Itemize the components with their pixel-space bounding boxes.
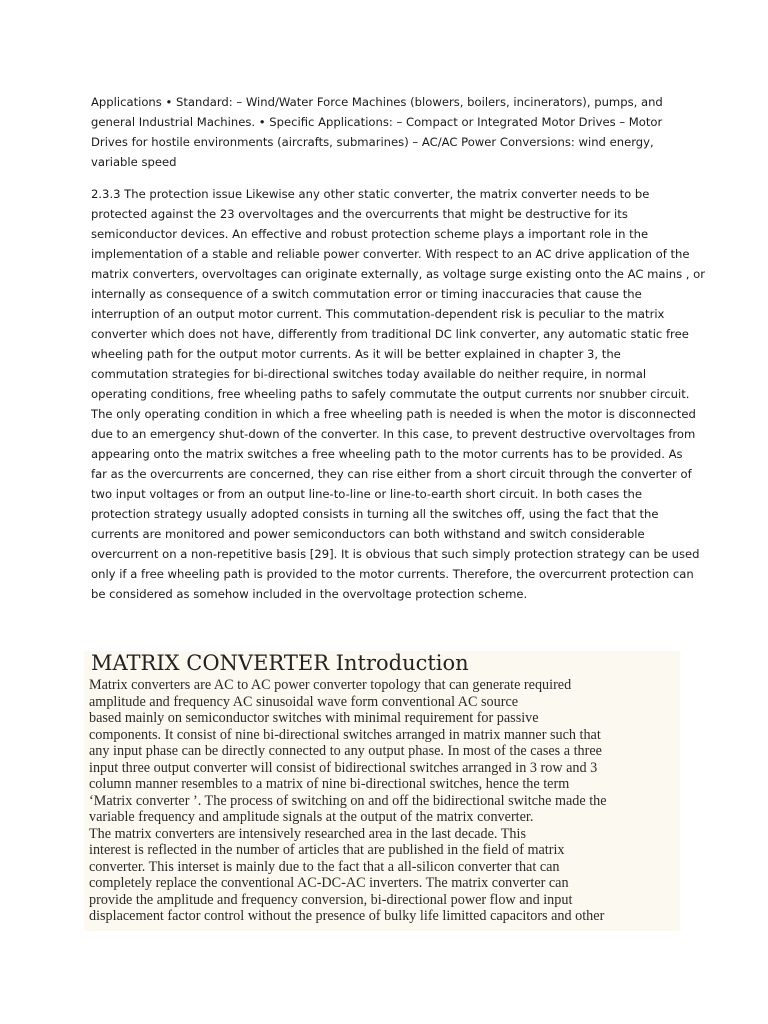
paragraph-line: Applications • Standard: – Wind/Water Force Machines (blowers, boilers, incinerators), pumps, and [91, 95, 663, 109]
paragraph-line: converter which does not have, differently from traditional DC link converter, any automatic static free [91, 327, 689, 341]
paragraph-line: wheeling path for the output motor currents. As it will be better explained in chapter 3, the [91, 347, 621, 361]
paragraph-line: based mainly on semiconductor switches with minimal requirement for passive [89, 710, 539, 726]
paragraph-line: only if a free wheeling path is provided to the motor currents. Therefore, the overcurrent protection can [91, 567, 694, 581]
paragraph-line: protection strategy usually adopted consists in turning all the switches off, using the fact that the [91, 507, 659, 521]
paragraph-line: matrix converters, overvoltages can originate externally, as voltage surge existing onto the AC mains , or [91, 267, 706, 281]
paragraph-line: two input voltages or from an output line-to-line or line-to-earth short circuit. In both cases the [91, 487, 642, 501]
paragraph-line: Matrix converters are AC to AC power converter topology that can generate required [89, 677, 572, 693]
paragraph-line: converter. This interset is mainly due to the fact that a all-silicon converter that can [89, 858, 560, 875]
protection-paragraph [91, 184, 706, 604]
applications-paragraph [91, 92, 687, 172]
paragraph-line: variable speed [91, 155, 177, 169]
paragraph-line: be considered as somehow included in the overvoltage protection scheme. [91, 587, 528, 601]
paragraph-line: operating conditions, free wheeling paths to safely commutate the output currents nor snubber circuit. [91, 387, 690, 401]
intro-paragraph [89, 677, 679, 925]
paragraph-line: completely replace the conventional AC-DC-AC inverters. The matrix converter can [89, 875, 569, 891]
section-heading: MATRIX CONVERTER Introduction [91, 651, 469, 675]
paragraph-line: Drives for hostile environments (aircrafts, submarines) – AC/AC Power Conversions: wind energy, [91, 135, 654, 149]
paragraph-line: far as the overcurrents are concerned, they can rise either from a short circuit through the converter of [91, 467, 692, 481]
paragraph-line: due to an emergency shut-down of the converter. In this case, to prevent destructive overvoltages from [91, 427, 696, 441]
paragraph-line: any input phase can be directly connected to any output phase. In most of the cases a three [89, 743, 602, 759]
paragraph-line: The only operating condition in which a free wheeling path is needed is when the motor is disconnected [91, 407, 696, 421]
paragraph-line: provide the amplitude and frequency conversion, bi-directional power flow and input [89, 891, 573, 908]
paragraph-line: components. It consist of nine bi-directional switches arranged in matrix manner such that [89, 726, 601, 743]
paragraph-line: interest is reflected in the number of articles that are published in the field of matrix [89, 842, 565, 858]
paragraph-line: interruption of an output motor current. This commutation-dependent risk is peculiar to the matrix [91, 307, 665, 321]
paragraph-line: appearing onto the matrix switches a free wheeling path to the motor currents has to be provided. As [91, 447, 683, 461]
paragraph-line: 2.3.3 The protection issue Likewise any other static converter, the matrix converter needs to be [91, 187, 650, 201]
paragraph-line: commutation strategies for bi-directional switches today available do neither require, in normal [91, 367, 647, 381]
paragraph-line: The matrix converters are intensively researched area in the last decade. This [89, 825, 526, 842]
paragraph-line: variable frequency and amplitude signals at the output of the matrix converter. [89, 809, 534, 825]
paragraph-line: column manner resembles to a matrix of nine bi-directional switches, hence the term [89, 776, 570, 792]
paragraph-line: input three output converter will consist of bidirectional switches arranged in 3 row and 3 [89, 759, 598, 776]
paragraph-line: ‘Matrix converter ’. The process of switching on and off the bidirectional switche made the [89, 792, 607, 809]
paragraph-line: internally as consequence of a switch commutation error or timing inaccuracies that cause the [91, 287, 642, 301]
paragraph-line: implementation of a stable and reliable power converter. With respect to an AC drive application of the [91, 247, 690, 261]
paragraph-line: currents are monitored and power semiconductors can both withstand and switch considerable [91, 527, 645, 541]
paragraph-line: semiconductor devices. An effective and robust protection scheme plays a important role in the [91, 227, 649, 241]
paragraph-line: protected against the 23 overvoltages and the overcurrents that might be destructive for its [91, 207, 628, 221]
paragraph-line: overcurrent on a non-repetitive basis [29]. It is obvious that such simply protection strategy can be used [91, 547, 700, 561]
paragraph-line: amplitude and frequency AC sinusoidal wave form conventional AC source [89, 693, 519, 710]
paragraph-line: general Industrial Machines. • Specific Applications: – Compact or Integrated Motor Drives – Motor [91, 115, 663, 129]
paragraph-line: displacement factor control without the presence of bulky life limitted capacitors and other [89, 908, 605, 924]
